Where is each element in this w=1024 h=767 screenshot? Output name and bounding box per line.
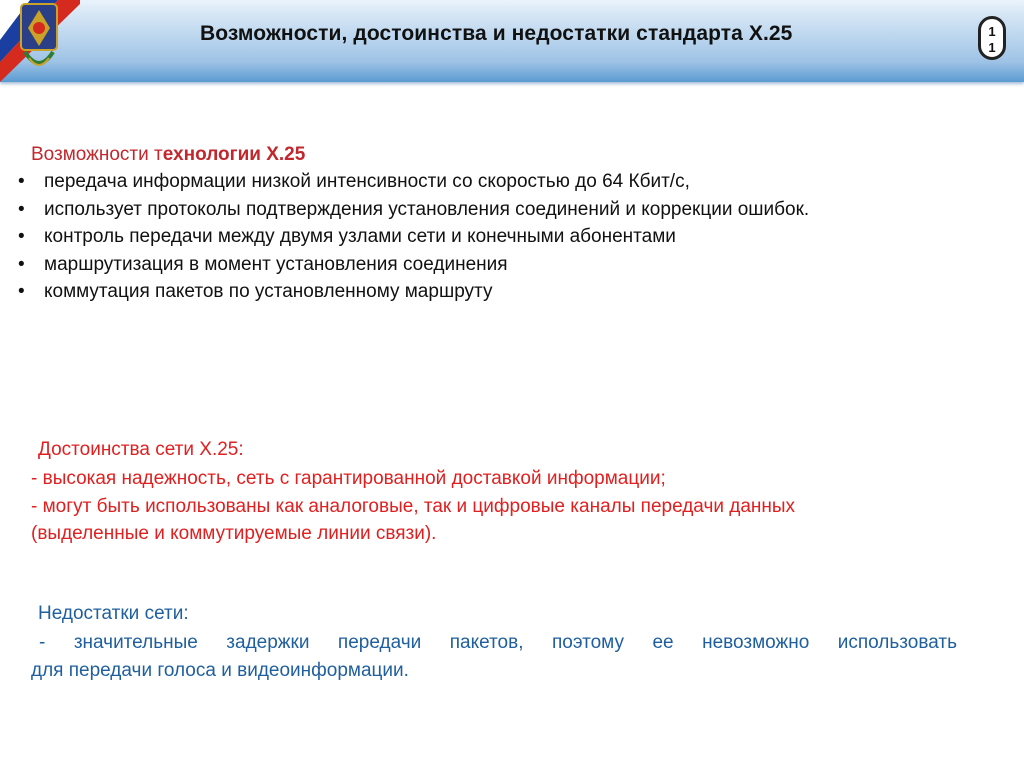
list-item: • коммутация пакетов по установленному маршруту bbox=[18, 278, 809, 306]
list-item: • использует протоколы подтверждения установления соединений и коррекции ошибок. bbox=[18, 196, 809, 224]
page-number-top: 1 bbox=[988, 24, 996, 39]
advantages-line: - высокая надежность, сеть с гарантированной доставкой информации; bbox=[31, 468, 666, 489]
page-number-badge bbox=[978, 16, 1006, 60]
emblem-icon bbox=[19, 2, 59, 78]
page-title: Возможности, достоинства и недостатки стандарта Х.25 bbox=[200, 22, 793, 45]
header-bar bbox=[0, 0, 1024, 82]
list-item: • маршрутизация в момент установления соединения bbox=[18, 251, 809, 279]
disadvantages-heading: Недостатки сети: bbox=[38, 603, 189, 624]
list-item: • передача информации низкой интенсивности со скоростью до 64 Кбит/с, bbox=[18, 168, 809, 196]
list-item: • контроль передачи между двумя узлами сети и конечными абонентами bbox=[18, 223, 809, 251]
disadvantages-line: для передачи голоса и видеоинформации. bbox=[31, 659, 409, 681]
advantages-line: (выделенные и коммутируемые линии связи). bbox=[31, 523, 437, 544]
disadvantages-line: - значительные задержки передачи пакетов, поэтому ее невозможно использовать bbox=[39, 632, 957, 653]
capabilities-heading-prefix: Возможности т bbox=[31, 144, 163, 165]
capabilities-heading-bold: ехнологии Х.25 bbox=[162, 144, 306, 165]
advantages-heading: Достоинства сети Х.25: bbox=[38, 439, 244, 460]
disadvantages-text bbox=[31, 629, 957, 684]
page-number-bottom: 1 bbox=[988, 40, 996, 55]
advantages-text bbox=[31, 465, 971, 548]
capabilities-heading bbox=[31, 143, 305, 166]
capabilities-list bbox=[18, 168, 809, 306]
advantages-line: - могут быть использованы как аналоговые, так и цифровые каналы передачи данных bbox=[31, 495, 796, 517]
